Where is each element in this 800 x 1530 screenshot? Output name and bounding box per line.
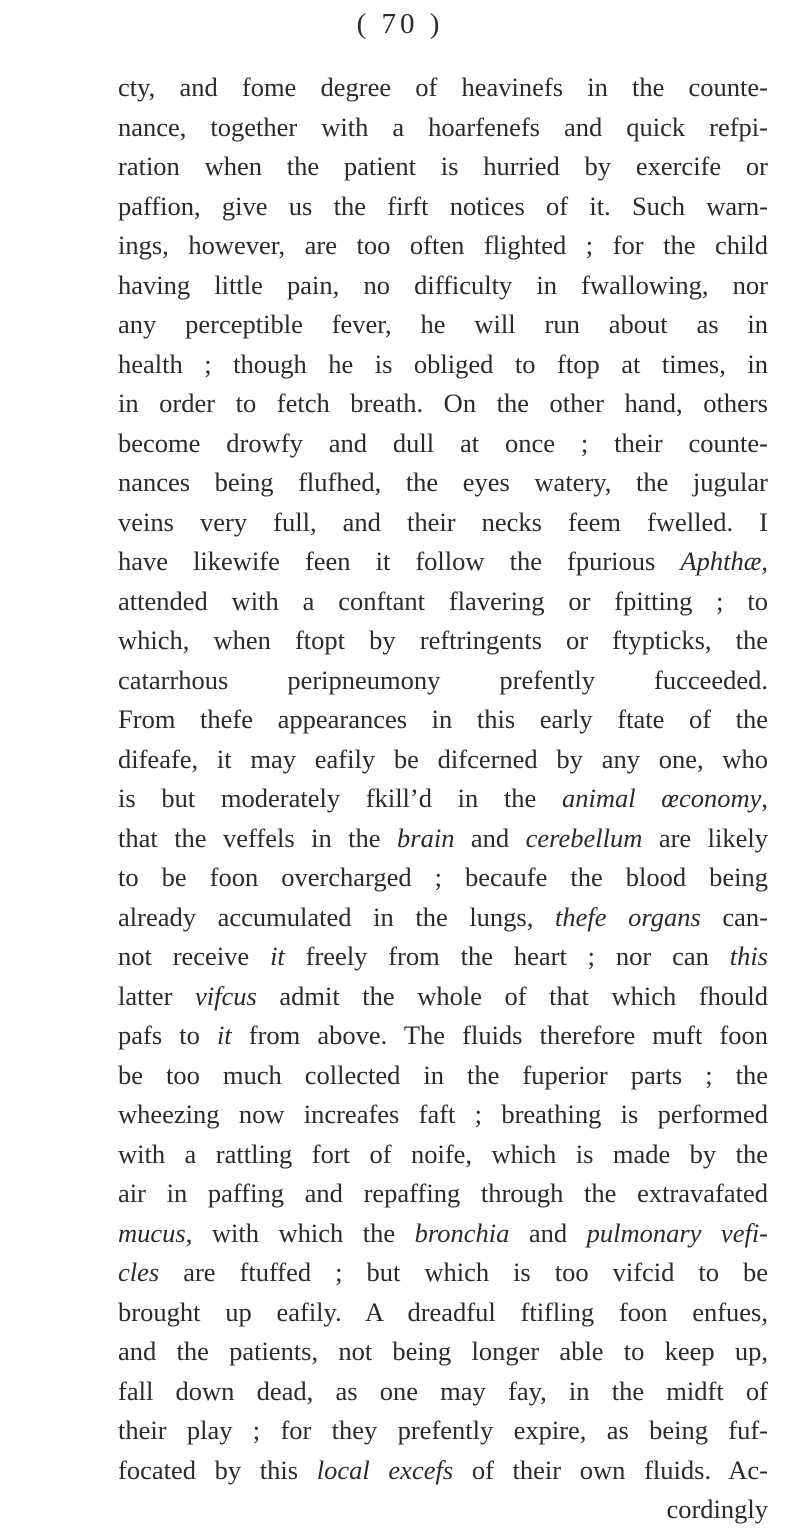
text-line (118, 661, 768, 701)
text-span: to be foon overcharged ; becaufe the blood being (118, 862, 768, 892)
text-line (118, 977, 768, 1017)
text-line (118, 937, 768, 977)
text-span: veins very full, and their necks feem fwelled. I (118, 506, 768, 537)
text-span: of their own fluids. Ac- (453, 1454, 769, 1485)
text-line (118, 68, 768, 108)
text-span: from above. The fluids therefore muft foon (231, 1020, 768, 1050)
text-span: latter (118, 980, 195, 1011)
text-span: which, when ftopt by reftringents or ftypticks, the (118, 625, 768, 655)
text-span: their play ; for they prefently expire, as being fuf- (118, 1415, 768, 1445)
text-span: paffion, give us the firft notices of it. Such warn- (118, 190, 768, 221)
text-line (118, 187, 768, 227)
text-span: catarrhous peripneumony prefently fucceeded. (118, 664, 768, 695)
text-line (118, 226, 768, 266)
text-line (118, 1174, 768, 1214)
text-line (118, 108, 768, 148)
italic-span: cles (118, 1257, 160, 1287)
text-span: health ; though he is obliged to ftop at times, in (118, 348, 768, 379)
text-line (118, 1411, 768, 1451)
text-span: nance, together with a hoarfenefs and quick refpi- (118, 111, 768, 142)
italic-span: it (270, 941, 285, 971)
text-span: difeafe, it may eafily be difcerned by any one, who (118, 743, 768, 774)
italic-span: bronchia (414, 1217, 510, 1248)
text-line (118, 1056, 768, 1096)
text-span: admit the whole of that which fhould (256, 980, 768, 1011)
italic-span: mucus (118, 1217, 186, 1248)
text-line (118, 1016, 768, 1056)
text-span: pafs to (118, 1020, 217, 1050)
text-span: have likewife feen it follow the fpurious (118, 546, 681, 576)
text-span: any perceptible fever, he will run about as in (118, 309, 768, 339)
italic-span: vifcus (195, 980, 257, 1011)
text-line (118, 147, 768, 187)
text-span: attended with a conftant flavering or fpitting ; to (118, 585, 768, 616)
text-span: wheezing now increafes faft ; breathing is performed (118, 1099, 768, 1129)
text-span: focated by this (118, 1454, 317, 1485)
text-span: freely from the heart ; nor can (284, 941, 730, 971)
text-line (118, 266, 768, 306)
text-line (118, 779, 768, 819)
text-line (118, 305, 768, 345)
text-line (118, 858, 768, 898)
text-line (118, 740, 768, 780)
text-span: and the patients, not being longer able to keep up, (118, 1336, 768, 1366)
text-line (118, 1451, 768, 1491)
text-line (118, 1293, 768, 1333)
text-span: are likely (642, 822, 769, 853)
text-span: cordingly (666, 1494, 768, 1524)
text-span: can- (700, 901, 768, 932)
text-span: are ftuffed ; but which is too vifcid to be (159, 1257, 768, 1287)
text-line (118, 542, 768, 582)
text-line (118, 424, 768, 464)
text-line (118, 898, 768, 938)
italic-span: thefe organs (555, 901, 701, 932)
text-span: and (454, 822, 526, 853)
text-line (118, 700, 768, 740)
body-text (118, 68, 768, 1530)
text-span: nances being flufhed, the eyes watery, the jugular (118, 467, 768, 497)
text-span: ration when the patient is hurried by exercife or (118, 151, 768, 181)
text-span: air in paffing and repaffing through the extravafated (118, 1178, 768, 1208)
text-span: , (761, 546, 768, 576)
text-span: in order to fetch breath. On the other hand, others (118, 388, 768, 418)
text-line (118, 1135, 768, 1175)
text-line (118, 582, 768, 622)
text-span: and (509, 1217, 587, 1248)
italic-span: local excefs (316, 1454, 454, 1485)
italic-span: animal œconomy (562, 783, 762, 813)
text-span: become drowfy and dull at once ; their counte- (118, 427, 768, 458)
italic-span: this (729, 941, 768, 971)
italic-span: cerebellum (525, 822, 643, 853)
text-span: be too much collected in the fuperior parts ; the (118, 1059, 768, 1090)
italic-span: it (216, 1020, 232, 1050)
text-line (118, 1490, 768, 1530)
text-span: not receive (118, 941, 271, 971)
page-number: ( 70 ) (356, 8, 444, 40)
text-line (118, 1214, 768, 1254)
text-line (118, 621, 768, 661)
text-line (118, 503, 768, 543)
text-line (118, 345, 768, 385)
text-line (118, 1253, 768, 1293)
text-span: , (761, 783, 768, 813)
text-line (118, 819, 768, 859)
text-line (118, 384, 768, 424)
text-span: ings, however, are too often flighted ; for the child (118, 230, 768, 260)
text-span: cty, and fome degree of heavinefs in the counte- (118, 72, 768, 102)
text-span: is but moderately fkill’d in the (118, 783, 562, 813)
text-line (118, 463, 768, 503)
text-span: with a rattling fort of noife, which is made by the (118, 1138, 768, 1169)
italic-span: brain (397, 822, 455, 853)
text-span: already accumulated in the lungs, (118, 901, 555, 932)
text-span: fall down dead, as one may fay, in the midft of (118, 1375, 768, 1406)
text-span: having little pain, no difficulty in fwallowing, nor (118, 269, 768, 300)
text-span: that the veffels in the (118, 822, 398, 853)
text-line (118, 1095, 768, 1135)
text-span: , with which the (185, 1217, 415, 1248)
text-span: brought up eafily. A dreadful ftifling foon enfues, (118, 1296, 768, 1327)
text-line (118, 1372, 768, 1412)
italic-span: Aphthæ (680, 546, 762, 576)
text-line (118, 1332, 768, 1372)
text-span: From thefe appearances in this early ftate of the (118, 704, 768, 734)
italic-span: pulmonary vefi- (586, 1217, 769, 1248)
